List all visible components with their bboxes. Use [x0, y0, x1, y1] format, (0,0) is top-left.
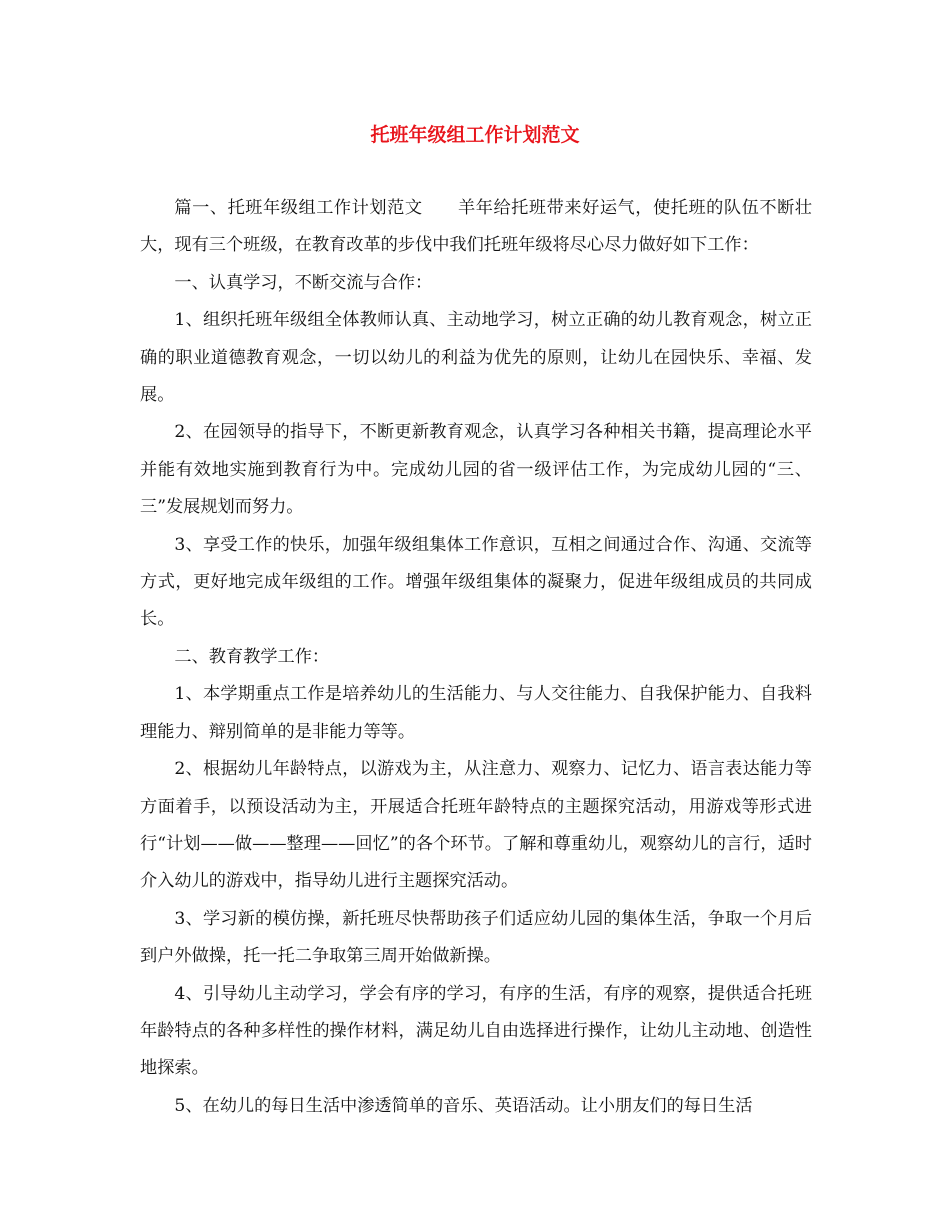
section-heading: 一、认真学习，不断交流与合作：	[174, 272, 433, 293]
paragraph: 5、在幼儿的每日生活中渗透简单的音乐、英语活动。让小朋友们的每日生活	[174, 1095, 753, 1116]
paragraph: 2、根据幼儿年龄特点，以游戏为主，从注意力、观察力、记忆力、语言表达能力等方面着手，以预设活动为主，开展适合托班年龄特点的主题探究活动，用游戏等形式进行“计划——做——整理——回忆”的各个环节。了解和尊重幼儿，观察幼儿的言行，适时介入幼儿的游戏中，指导幼儿进行主题探究活动。	[140, 759, 812, 892]
paragraph: 3、享受工作的快乐，加强年级组集体工作意识，互相之间通过合作、沟通、交流等方式，更好地完成年级组的工作。增强年级组集体的凝聚力，促进年级组成员的共同成长。	[140, 534, 812, 630]
section-heading: 二、教育教学工作：	[174, 646, 330, 667]
paragraph: 3、学习新的模仿操，新托班尽快帮助孩子们适应幼儿园的集体生活，争取一个月后到户外做操，托一托二争取第三周开始做新操。	[140, 908, 812, 967]
paragraph: 1、本学期重点工作是培养幼儿的生活能力、与人交往能力、自我保护能力、自我料理能力、辩别简单的是非能力等等。	[140, 684, 812, 742]
document-title: 托班年级组工作计划范文	[370, 124, 580, 146]
paragraph: 篇一、托班年级组工作计划范文 羊年给托班带来好运气，使托班的队伍不断壮大，现有三个班级，在教育改革的步伐中我们托班年级将尽心尽力做好如下工作：	[140, 198, 812, 256]
paragraph: 1、组织托班年级组全体教师认真、主动地学习，树立正确的幼儿教育观念，树立正确的职业道德教育观念，一切以幼儿的利益为优先的原则，让幼儿在园快乐、幸福、发展。	[140, 310, 812, 406]
paragraph: 2、在园领导的指导下，不断更新教育观念，认真学习各种相关书籍，提高理论水平并能有效地实施到教育行为中。完成幼儿园的省一级评估工作，为完成幼儿园的“三、三”发展规划而努力。	[140, 422, 812, 518]
document-body	[140, 190, 812, 1125]
paragraph: 4、引导幼儿主动学习，学会有序的学习，有序的生活，有序的观察，提供适合托班年龄特点的各种多样性的操作材料，满足幼儿自由选择进行操作，让幼儿主动地、创造性地探索。	[140, 983, 812, 1079]
